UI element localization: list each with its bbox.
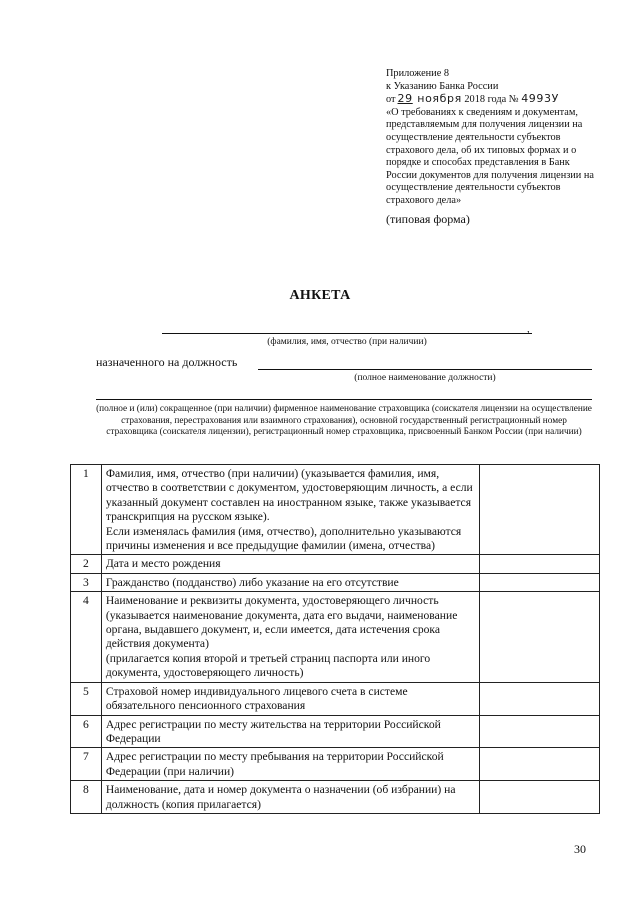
row-number: 3 — [71, 573, 102, 591]
date-prefix: от — [386, 94, 396, 106]
appendix-number: Приложение 8 — [386, 68, 449, 79]
row-number: 7 — [71, 748, 102, 781]
row-answer-cell — [479, 465, 599, 555]
appendix-decree-title: «О требованиях к сведениям и документам, представляемым для получения лицензии на осуществление деятельности субъектов страхового дела, об их типовых формах и о порядке и способах представления в Банк России документов для получения лицензии на осуществление деятельности субъектов страхового дела» — [386, 106, 594, 206]
table-row — [71, 465, 600, 555]
row-answer-cell — [479, 555, 599, 573]
row-question — [101, 781, 479, 814]
position-label: назначенного на должность — [96, 355, 238, 369]
row-question — [101, 465, 479, 555]
position-caption: (полное наименование должности) — [354, 373, 496, 383]
row-answer-cell — [479, 573, 599, 591]
insurer-blank-line — [96, 399, 592, 400]
row-question — [101, 592, 479, 682]
row-answer-cell — [479, 748, 599, 781]
row-answer-cell — [479, 715, 599, 748]
row-question-note: Если изменялась фамилия (имя, отчество), дополнительно указываются причины изменения и все предыдущие фамилии (имена, отчества) — [105, 524, 462, 553]
table-row — [71, 715, 600, 748]
row-question-text: Фамилия, имя, отчество (при наличии) (указывается фамилия, имя, отчество в соответствии с документом, удостоверяющим личность, а если указанный документ составлен на иностранном языке, также указывается транскрипция на русском языке). — [105, 467, 473, 524]
handwritten-doc-number: 4993У — [521, 92, 559, 106]
table-row — [71, 781, 600, 814]
row-answer-cell — [479, 682, 599, 715]
insurer-caption: (полное и (или) сокращенное (при наличии) фирменное наименование страховщика (соискателя лицензии на осуществление страхования, перестрахования или взаимного страхования), основной государственный регистрационный номер страховщика (соискателя лицензии), регистрационный номер страховщика, присвоенный Банком России (при наличии) — [96, 404, 592, 438]
position-blank-line — [258, 369, 592, 370]
row-question-note: (прилагается копия второй и третьей страниц паспорта или иного документа, удостоверяющего личность) — [105, 651, 431, 680]
row-number: 4 — [71, 592, 102, 682]
row-question — [101, 715, 479, 748]
row-number: 5 — [71, 682, 102, 715]
row-question-text: Наименование и реквизиты документа, удостоверяющего личность (указывается наименование документа, дата его выдачи, наименование органа, выдавшего документ, и, если имеется, дата истечения срока действия документа) — [105, 594, 458, 651]
row-question — [101, 748, 479, 781]
row-question-text: Адрес регистрации по месту пребывания на территории Российской Федерации (при наличии) — [105, 750, 444, 778]
form-type-label: (типовая форма) — [386, 212, 470, 226]
table-row — [71, 555, 600, 573]
row-answer-cell — [479, 781, 599, 814]
row-question-text: Гражданство (подданство) либо указание на его отсутствие — [105, 575, 399, 589]
table-row — [71, 748, 600, 781]
document-title: АНКЕТА — [289, 288, 351, 303]
table-row — [71, 682, 600, 715]
row-question-text: Наименование, дата и номер документа о назначении (об избрании) на должность (копия прилагается) — [105, 783, 456, 811]
fio-caption: (фамилия, имя, отчество (при наличии) — [267, 337, 427, 347]
handwritten-day: 29 — [397, 92, 413, 106]
row-answer-cell — [479, 592, 599, 682]
table-row — [71, 573, 600, 591]
row-number: 6 — [71, 715, 102, 748]
table-row — [71, 592, 600, 682]
appendix-reference: к Указанию Банка России — [386, 80, 499, 92]
page-number: 30 — [574, 842, 586, 856]
date-year: 2018 года № — [464, 94, 519, 106]
row-question — [101, 682, 479, 715]
row-question-text: Адрес регистрации по месту жительства на территории Российской Федерации — [105, 717, 441, 745]
row-question — [101, 573, 479, 591]
row-question-text: Страховой номер индивидуального лицевого счета в системе обязательного пенсионного страхования — [105, 684, 408, 713]
appendix-date-line — [386, 93, 600, 107]
appendix-header — [386, 68, 600, 208]
fio-trailing-comma: , — [527, 323, 530, 335]
row-question — [101, 555, 479, 573]
row-number: 1 — [71, 465, 102, 555]
questionnaire-table — [70, 464, 600, 814]
row-question-text: Дата и место рождения — [105, 557, 221, 571]
handwritten-month: ноября — [417, 92, 462, 106]
row-number: 8 — [71, 781, 102, 814]
row-number: 2 — [71, 555, 102, 573]
fio-blank-line — [162, 333, 532, 334]
